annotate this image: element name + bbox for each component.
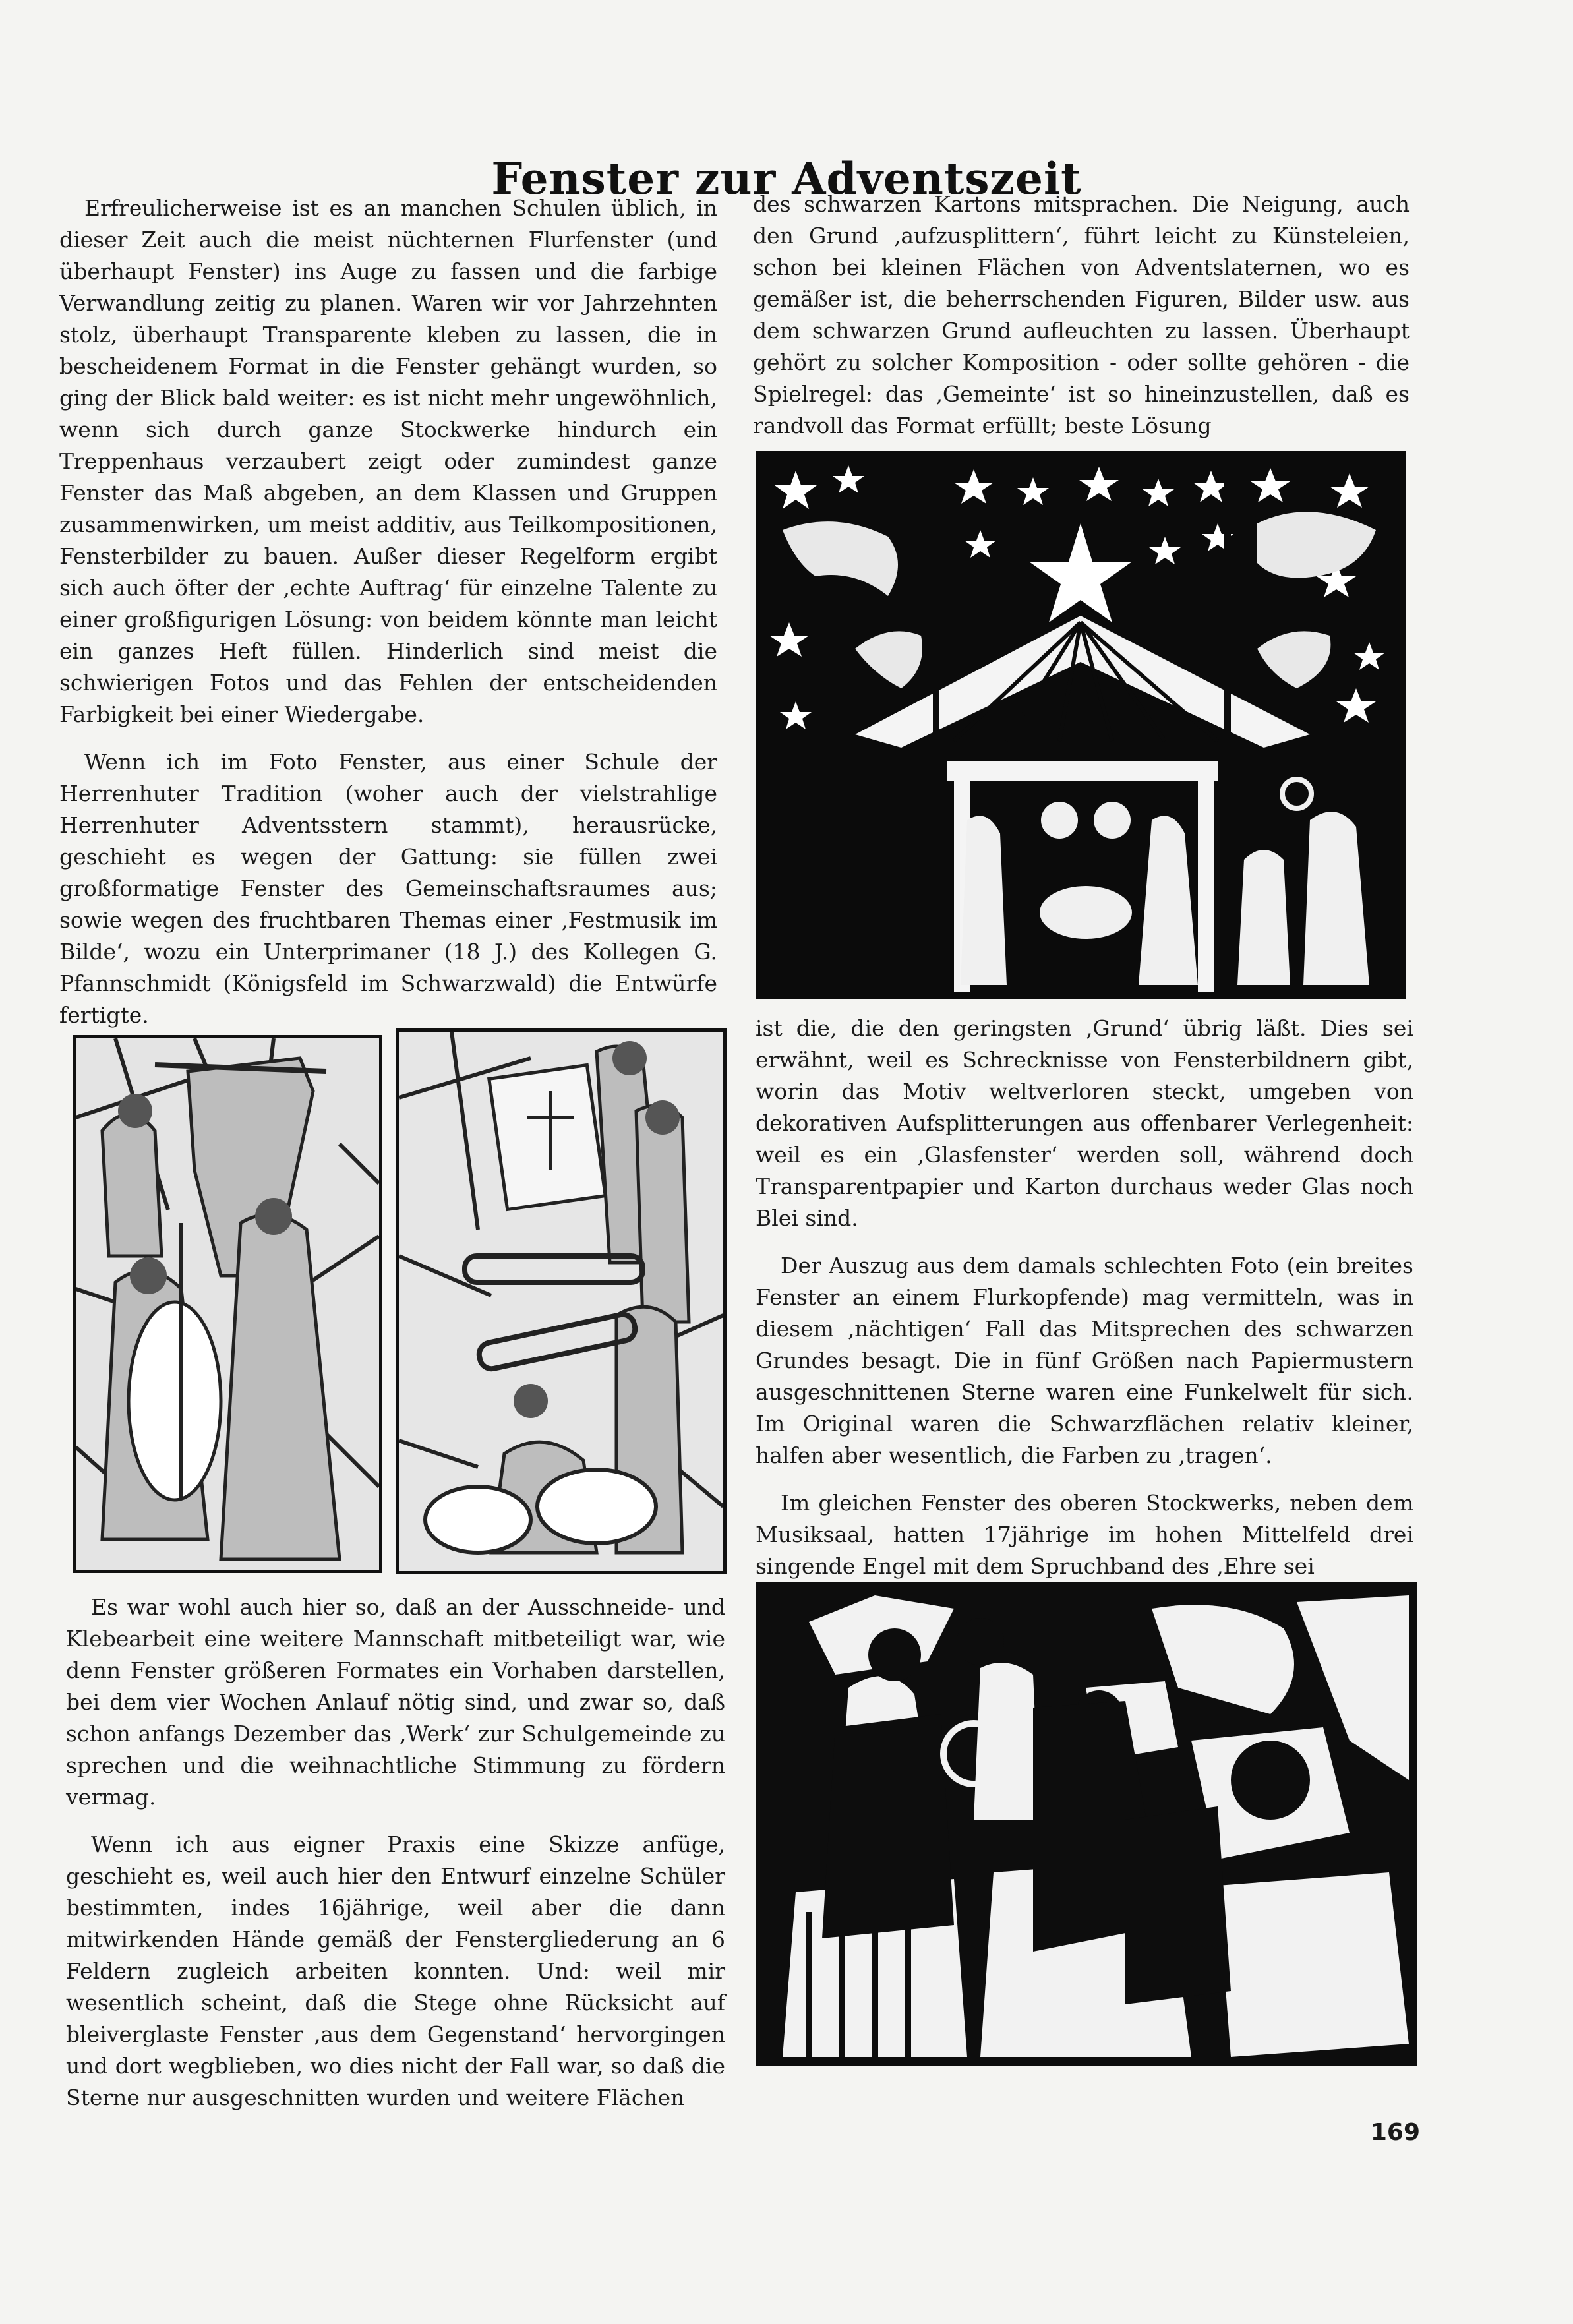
page-number: 169 (1370, 2119, 1420, 2146)
article-title: Fenster zur Adventszeit (491, 153, 1082, 205)
paragraph: ist die, die den geringsten ‚Grund‘ übrig läßt. Dies sei erwähnt, weil es Schrecknisse von Fensterbildnern gibt, worin das Motiv weltverloren steckt, umgeben von dekorativen Aufsplitterungen aus offenbarer Verlegenheit: weil es ein ‚Glasfenster‘ werden soll, während doch Transparentpapier und Karton durchaus weder Glas noch Blei sind. (756, 1015, 1413, 1231)
paragraph: Der Auszug aus dem damals schlechten Foto (ein breites Fenster an einem Flurkopfende) mag vermitteln, was in diesem ‚nächtigen‘ Fall das Mitsprechen des schwarzen Grundes besagt. Die in fünf Größen nach Papiermustern ausgeschnittenen Sterne waren eine Funkelwelt für sich. Im Original waren die Schwarzflächen relativ kleiner, halfen aber wesentlich, die Farben zu ‚tragen‘. (756, 1253, 1413, 1468)
paragraph: Es war wohl auch hier so, daß an der Ausschneide- und Klebearbeit eine weitere Mannschaft mitbeteiligt war, wie denn Fenster größeren Formates ein Vorhaben darstellen, bei dem vier Wochen Anlauf nötig sind, und zwar so, daß schon anfangs Dezember das ‚Werk‘ zur Schulgemeinde zu sprechen und die weihnachtliche Stimmung zu fördern vermag. (66, 1594, 725, 1810)
musicians-window-right-image (396, 1028, 727, 1574)
paragraph: Wenn ich aus eigner Praxis eine Skizze anfüge, geschieht es, weil auch hier den Entwurf einzelne Schüler bestimmten, indes 16jährige, weil aber die dann mitwirkenden Hände gemäß der Fenstergliederung an 6 Feldern zugleich arbeiten konnten. Und: weil mir wesentlich scheint, daß die Stege ohne Rücksicht auf bleiverglaste Fenster ‚aus dem Gegenstand‘ hervorgingen und dort wegblieben, wo dies nicht der Fall war, so daß die Sterne nur ausgeschnitten wurden und weitere Flächen (66, 1832, 725, 2110)
text-column-left-bottom (66, 1592, 725, 2114)
nativity-window-image (756, 451, 1406, 999)
paragraph: des schwarzen Kartons mitsprachen. Die Neigung, auch den Grund ‚aufzusplittern‘, führt leicht zu Künsteleien, schon bei kleinen Flächen von Adventslaternen, wo es gemäßer ist, die beherrschenden Figuren, Bilder usw. aus dem schwarzen Grund aufleuchten zu lassen. Überhaupt gehört zu solcher Komposition - oder sollte gehören - die Spielregel: das ‚Gemeinte‘ ist so hineinzustellen, daß es randvoll das Format erfüllt; beste Lösung (753, 191, 1410, 438)
text-column-left-top (59, 193, 717, 1031)
text-column-right-top (753, 189, 1410, 442)
text-column-right-middle (756, 1013, 1413, 1582)
nativity-linocut-image (756, 1582, 1417, 2066)
paragraph: Im gleichen Fenster des oberen Stockwerks, neben dem Musiksaal, hatten 17jährige im hohen Mittelfeld drei singende Engel mit dem Spruchband des ‚Ehre sei (756, 1490, 1413, 1579)
musicians-window-left-image (73, 1035, 382, 1573)
paragraph: Wenn ich im Foto Fenster, aus einer Schule der Herrenhuter Tradition (woher auch der vielstrahlige Herrenhuter Adventsstern stammt), herausrücke, geschieht es wegen der Gattung: sie füllen zwei großformatige Fenster des Gemeinschaftsraumes aus; sowie wegen des fruchtbaren Themas einer ‚Festmusik im Bilde‘, wozu ein Unterprimaner (18 J.) des Kollegen G. Pfannschmidt (Königsfeld im Schwarzwald) die Entwürfe fertigte. (59, 749, 717, 1028)
paragraph: Erfreulicherweise ist es an manchen Schulen üblich, in dieser Zeit auch die meist nüchternen Flurfenster (und überhaupt Fenster) ins Auge zu fassen und die farbige Verwandlung zeitig zu planen. Waren wir vor Jahrzehnten stolz, überhaupt Transparente kleben zu lassen, die in bescheidenem Format in die Fenster gehängt wurden, so ging der Blick bald weiter: es ist nicht mehr ungewöhnlich, wenn sich durch ganze Stockwerke hindurch ein Treppenhaus verzaubert zeigt oder zumindest ganze Fenster das Maß abgeben, an dem Klassen und Gruppen zusammenwirken, um meist additiv, aus Teilkompositionen, Fensterbilder zu bauen. Außer dieser Regelform ergibt sich auch öfter der ‚echte Auftrag‘ für einzelne Talente zu einer großfigurigen Lösung: von beidem könnte man leicht ein ganzes Heft füllen. Hinderlich sind meist die schwierigen Fotos und das Fehlen der entscheidenden Farbigkeit bei einer Wiedergabe. (59, 195, 717, 727)
